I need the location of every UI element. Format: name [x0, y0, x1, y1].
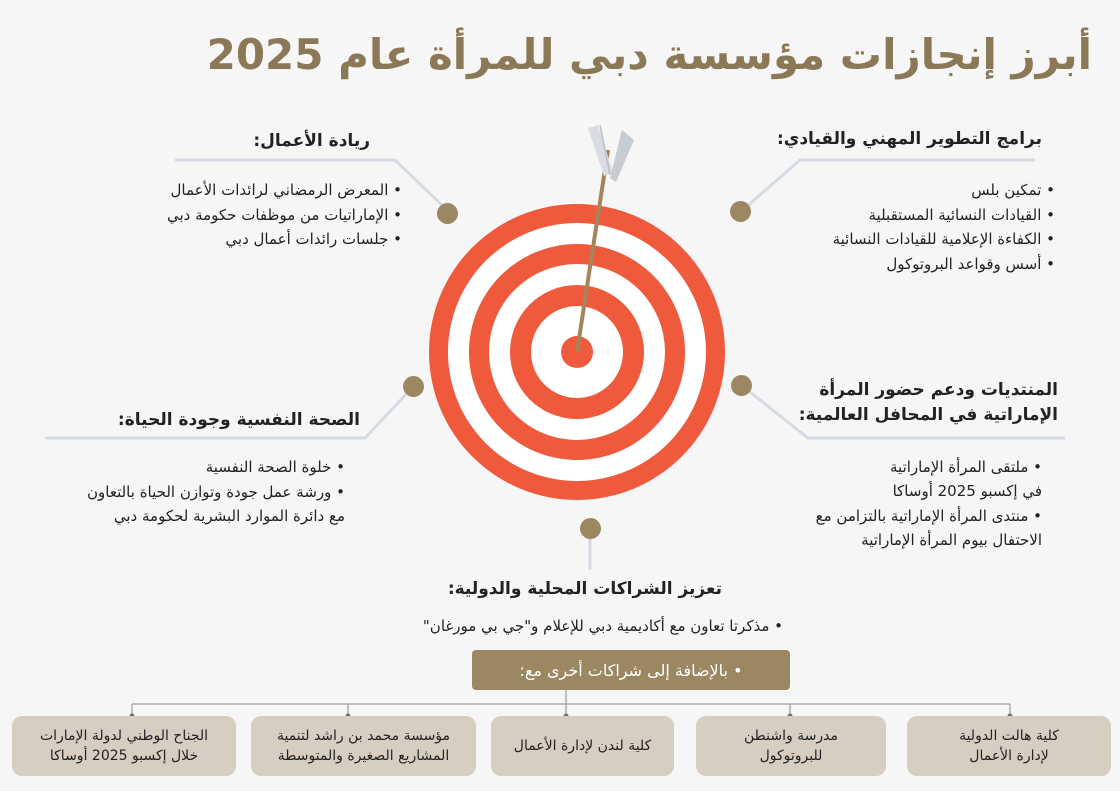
partners-banner-text: • بالإضافة إلى شراكات أخرى مع: — [519, 660, 743, 680]
marker-dot-wellbeing — [403, 376, 424, 397]
list-item: • ورشة عمل جودة وتوازن الحياة بالتعاون — [87, 480, 345, 505]
list-item-continuation: في إكسبو 2025 أوساكا — [892, 482, 1042, 500]
list-item: • منتدى المرأة الإماراتية بالتزامن مع — [816, 504, 1042, 529]
partner-label: مدرسة واشنطن للبروتوكول — [743, 728, 839, 764]
partner-tree — [132, 690, 1010, 716]
banner-label: بالإضافة إلى شراكات أخرى مع: — [519, 660, 729, 680]
heading-wellbeing: الصحة النفسية وجودة الحياة: — [117, 410, 360, 430]
list-item: • مذكرتا تعاون مع أكاديمية دبي للإعلام و"جي بي مورغان" — [423, 614, 783, 639]
list-item-continuation: الاحتفال بيوم المرأة الإماراتية — [861, 531, 1042, 549]
partners-banner — [472, 650, 790, 690]
list-partnerships — [423, 614, 783, 639]
list-item: • جلسات رائدات أعمال دبي — [167, 227, 402, 252]
heading-partnerships: تعزيز الشراكات المحلية والدولية: — [447, 579, 722, 599]
list-item: • الكفاءة الإعلامية للقيادات النسائية — [833, 227, 1055, 252]
list-forums — [890, 455, 1042, 480]
list-item-continuation: مع دائرة الموارد البشرية لحكومة دبي — [113, 507, 345, 525]
partner-label: كلية لندن لإدارة الأعمال — [513, 738, 652, 754]
list-item: • القيادات النسائية المستقبلية — [833, 203, 1055, 228]
partner-box — [12, 716, 236, 776]
heading-forums-line1: المنتديات ودعم حضور المرأة — [819, 380, 1058, 400]
heading-entrepreneurship: ريادة الأعمال: — [253, 131, 370, 151]
partner-box — [907, 716, 1111, 776]
list-item: • تمكين بلس — [833, 178, 1055, 203]
partner-box — [251, 716, 476, 776]
partner-box — [696, 716, 886, 776]
partner-label: مؤسسة محمد بن راشد لتنمية المشاريع الصغيرة والمتوسطة — [276, 728, 451, 764]
list-item: • خلوة الصحة النفسية — [87, 455, 345, 480]
marker-dot-entrepreneurship — [437, 203, 458, 224]
list-entrepreneurship — [167, 178, 402, 252]
marker-dot-professional — [730, 201, 751, 222]
list-item: • أسس وقواعد البروتوكول — [833, 252, 1055, 277]
list-item: • ملتقى المرأة الإماراتية — [890, 455, 1042, 480]
page-title: أبرز إنجازات مؤسسة دبي للمرأة عام 2025 — [206, 30, 1092, 79]
list-forums-2 — [816, 504, 1042, 529]
partner-label: كلية هالت الدولية لإدارة الأعمال — [959, 728, 1059, 764]
heading-professional: برامج التطوير المهني والقيادي: — [776, 129, 1042, 149]
marker-dot-forums — [731, 375, 752, 396]
list-professional — [833, 178, 1055, 276]
list-item: • المعرض الرمضاني لرائدات الأعمال — [167, 178, 402, 203]
partner-box — [491, 716, 674, 776]
list-item: • الإماراتيات من موظفات حكومة دبي — [167, 203, 402, 228]
marker-dot-partnerships — [580, 518, 601, 539]
partner-label: الجناح الوطني لدولة الإمارات خلال إكسبو 2025 أوساكا — [39, 728, 209, 764]
list-wellbeing — [87, 455, 345, 504]
heading-forums-line2: الإماراتية في المحافل العالمية: — [798, 405, 1058, 425]
